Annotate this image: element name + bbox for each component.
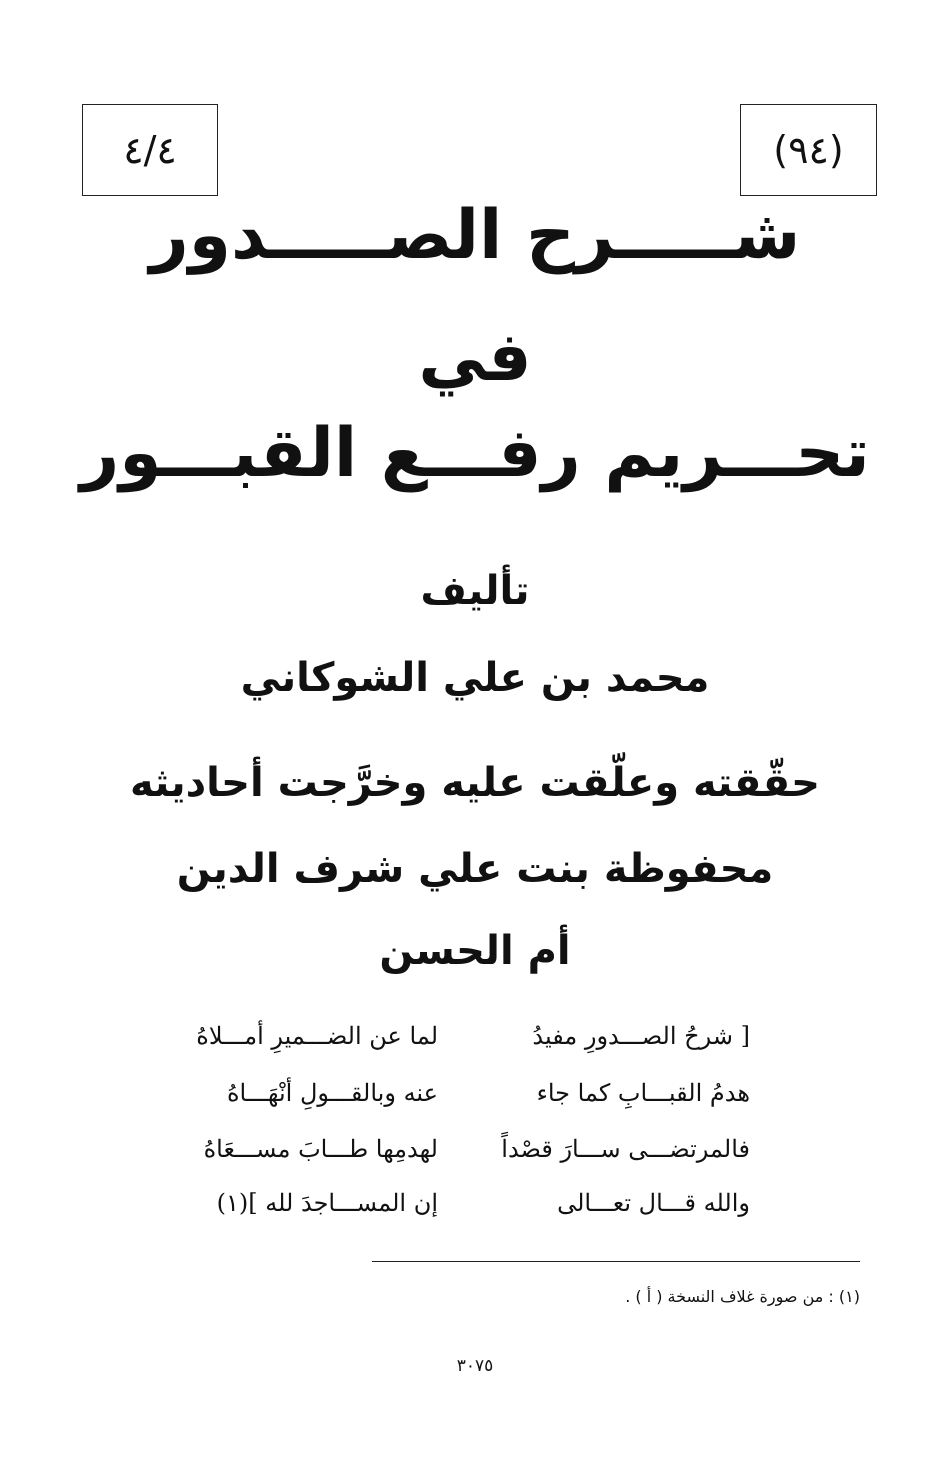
editor-credit: حقّقته وعلّقت عليه وخرَّجت أحاديثه [129, 760, 821, 806]
editor-name: محفوظة بنت علي شرف الدين [176, 846, 774, 892]
treatise-number-box [740, 104, 877, 196]
poem-verse [190, 1189, 750, 1229]
volume-part-label: ٤/٤ [123, 128, 177, 172]
authorship-label: تأليف [420, 568, 530, 614]
editor-kunya: أم الحسن [379, 928, 571, 974]
poem-verse [190, 1079, 750, 1119]
verse-first-hemistich: هدمُ القبـــابِ كما جاء [536, 1079, 750, 1107]
poem-verse [190, 1135, 750, 1175]
footnote: (١) : من صورة غلاف النسخة ( أ ) . [625, 1287, 860, 1306]
verse-second-hemistich: لهدمِها طـــابَ مســـعَاهُ [203, 1135, 438, 1163]
page-number: ٣٠٧٥ [456, 1356, 494, 1376]
book-title-line-1: شـــــرح الصـــــدور [149, 196, 801, 275]
volume-part-box [82, 104, 218, 196]
book-title-line-3: تحـــريم رفـــع القبـــور [80, 414, 870, 493]
verse-first-hemistich: فالمرتضـــى ســـارَ قصْداً [501, 1135, 750, 1163]
footnote-divider [372, 1261, 860, 1262]
treatise-number-label: (٩٤) [773, 128, 844, 172]
poem-verse [190, 1022, 750, 1062]
verse-first-hemistich: [ شرحُ الصـــدورِ مفيدُ [532, 1022, 750, 1050]
verse-second-hemistich: لما عن الضـــميرِ أمـــلاهُ [196, 1022, 438, 1050]
verse-first-hemistich: والله قـــال تعـــالى [557, 1189, 750, 1217]
book-title-line-2: في [418, 318, 532, 397]
verse-second-hemistich: إن المســـاجدَ لله ](١) [216, 1189, 438, 1217]
author-name: محمد بن علي الشوكاني [240, 655, 710, 701]
verse-second-hemistich: عنه وبالقـــولِ أنْهَـــاهُ [226, 1079, 438, 1107]
